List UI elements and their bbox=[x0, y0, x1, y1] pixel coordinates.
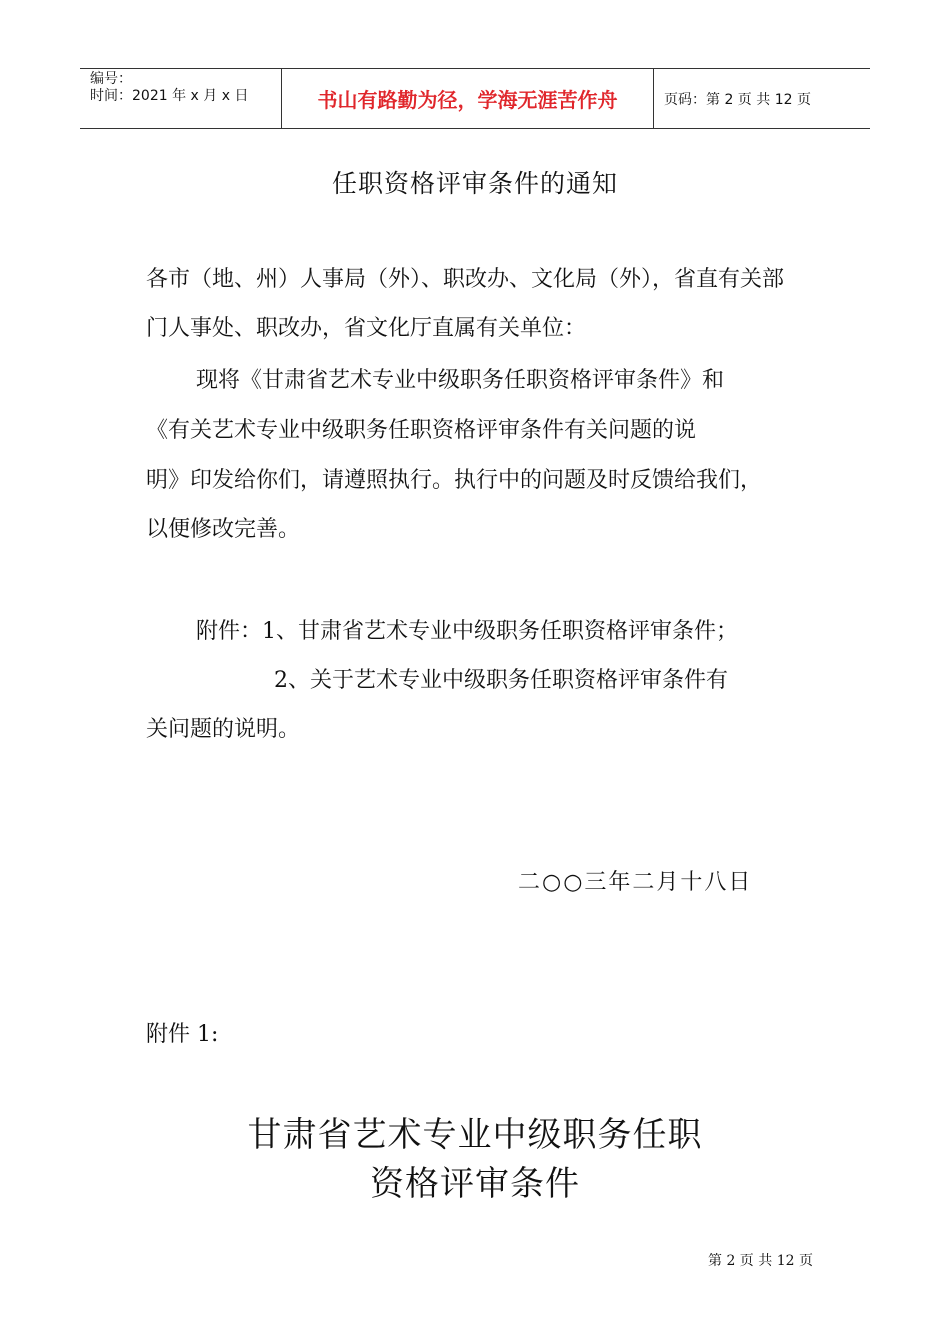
header-meta bbox=[80, 69, 282, 128]
addressee-line-1: 各市（地、州）人事局（外）、职改办、文化局（外），省直有关部 bbox=[146, 267, 785, 292]
addressee-line-2: 门人事处、职改办，省文化厅直属有关单位： bbox=[146, 316, 587, 341]
attachment-list-line-3: 关问题的说明。 bbox=[146, 717, 301, 742]
page-header bbox=[80, 68, 870, 129]
notice-title: 任职资格评审条件的通知 bbox=[331, 169, 618, 198]
attachment-list-line-2: 2、关于艺术专业中级职务任职资格评审条件有 bbox=[274, 668, 728, 693]
paragraph-line-4: 以便修改完善。 bbox=[146, 517, 301, 542]
page-footer: 第 2 页 共 12 页 bbox=[708, 1253, 813, 1269]
paragraph-line-2: 《有关艺术专业中级职务任职资格评审条件有关问题的说 bbox=[146, 418, 697, 443]
attachment-title-line-2: 资格评审条件 bbox=[370, 1164, 580, 1204]
paragraph-line-1: 现将《甘肃省艺术专业中级职务任职资格评审条件》和 bbox=[196, 368, 725, 393]
attachment-label: 附件 1: bbox=[146, 1022, 219, 1047]
motto-text: 书山有路勤为径，学海无涯苦作舟 bbox=[317, 88, 618, 112]
signature-date: 二○○三年二月十八日 bbox=[518, 870, 753, 895]
header-motto bbox=[282, 69, 654, 128]
attachment-title-line-1: 甘肃省艺术专业中级职务任职 bbox=[247, 1115, 703, 1155]
attachment-list-line-1: 附件：1、甘肃省艺术专业中级职务任职资格评审条件； bbox=[196, 619, 738, 644]
paragraph-line-3: 明》印发给你们，请遵照执行。执行中的问题及时反馈给我们， bbox=[146, 468, 763, 493]
page-counter: 页码：第 2 页 共 12 页 bbox=[664, 91, 811, 108]
document-date: 时间：2021 年 x 月 x 日 bbox=[90, 88, 249, 104]
document-number-label: 编号： bbox=[90, 71, 132, 87]
header-page-info bbox=[654, 69, 870, 128]
